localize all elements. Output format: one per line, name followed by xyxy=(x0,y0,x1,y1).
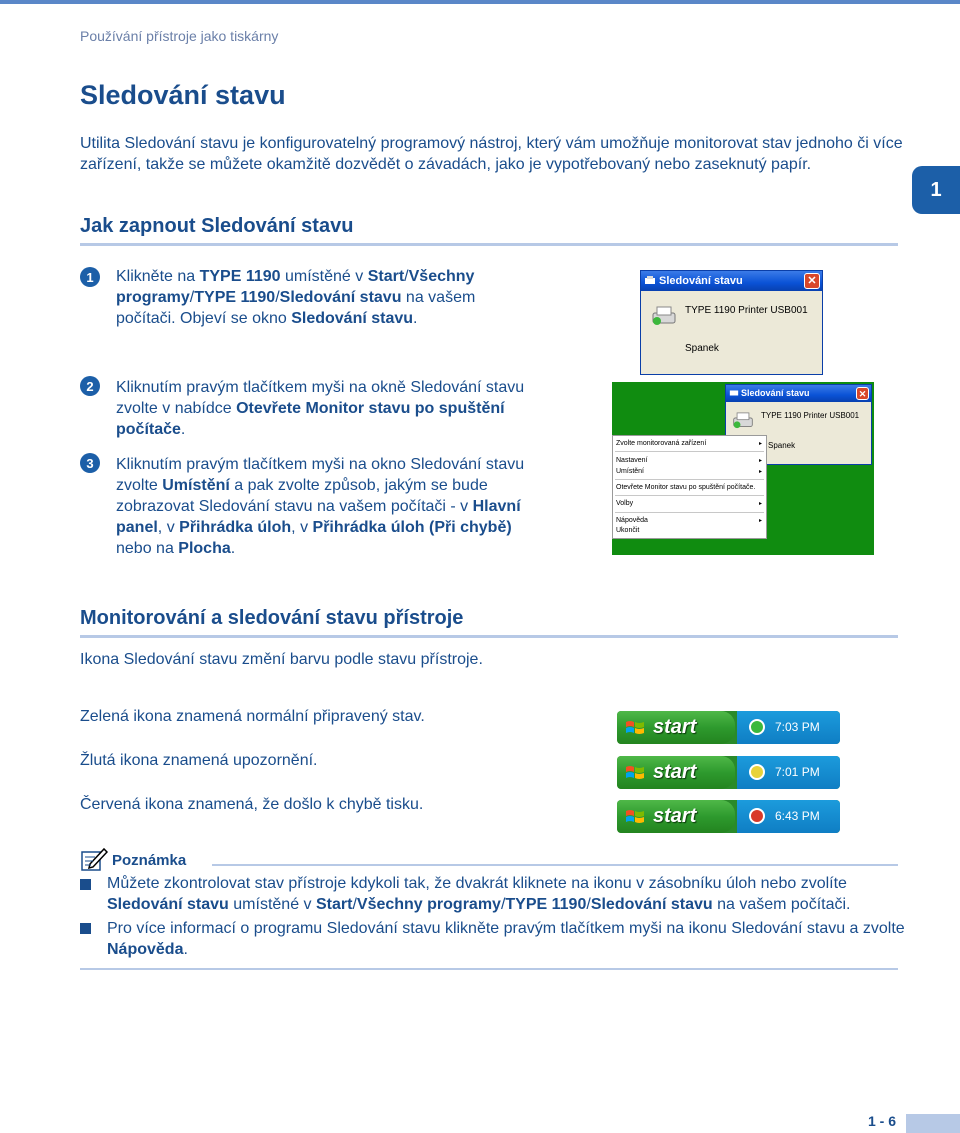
start-button[interactable] xyxy=(617,800,735,833)
status-monitor-tray-icon[interactable] xyxy=(749,764,765,780)
section-heading-monitoring: Monitorování a sledování stavu přístroje xyxy=(80,607,464,629)
step-2-text: Kliknutím pravým tlačítkem myši na okně Sledování stavu zvolte v nabídce Otevřete Monitor stavu po spuštění počítače. xyxy=(116,379,525,438)
start-button[interactable] xyxy=(617,711,735,744)
section-heading-enable: Jak zapnout Sledování stavu xyxy=(80,215,354,237)
intro-paragraph: Utilita Sledování stavu je konfigurovatelný programový nástroj, který vám umožňuje monitorovat stav jednoho či více zařízení, takže se můžete okamžitě dozvědět o závadách, jako je vypotřebovaný nebo zaseknutý papír. xyxy=(80,135,903,173)
tray-clock: 7:03 PM xyxy=(775,720,820,734)
taskbar-screenshot xyxy=(617,800,840,833)
menu-separator xyxy=(615,479,764,480)
window-titlebar xyxy=(726,385,871,402)
status-monitor-tray-icon[interactable] xyxy=(749,719,765,735)
window-title: Sledování stavu xyxy=(741,388,810,398)
taskbar-screenshot xyxy=(617,711,840,744)
menu-item-select-devices[interactable]: Zvolte monitorovaná zařízení xyxy=(616,440,707,447)
start-button[interactable] xyxy=(617,756,735,789)
submenu-arrow-icon: ▸ xyxy=(758,501,762,507)
system-tray xyxy=(737,800,840,833)
tray-clock: 6:43 PM xyxy=(775,809,820,823)
submenu-arrow-icon: ▸ xyxy=(758,518,762,524)
app-icon xyxy=(644,275,656,287)
printer-status: Spanek xyxy=(685,343,719,354)
menu-item-help[interactable]: Nápověda xyxy=(616,517,648,524)
window-titlebar xyxy=(641,271,822,291)
start-label: start xyxy=(653,716,697,738)
windows-flag-icon xyxy=(625,808,645,825)
bullet-square xyxy=(80,923,91,934)
note-bullet-1: Můžete zkontrolovat stav přístroje kdykoli tak, že dvakrát kliknete na ikonu v zásobníku úloh nebo zvolíte Sledování stavu umístěné v Start/Všechny programy/TYPE 1190/Sledování stavu na vašem počítači. xyxy=(107,875,851,913)
taskbar-screenshot xyxy=(617,756,840,789)
status-monitor-tray-icon[interactable] xyxy=(749,808,765,824)
desktop-context-menu-screenshot xyxy=(612,382,874,555)
system-tray xyxy=(737,756,840,789)
step-number-1: 1 xyxy=(80,267,100,287)
app-icon xyxy=(729,388,739,398)
menu-item-exit[interactable]: Ukončit xyxy=(616,527,640,534)
window-title: Sledování stavu xyxy=(659,275,743,287)
step-1-text: Klikněte na TYPE 1190 umístěné v Start/Všechny programy/TYPE 1190/Sledování stavu na vašem počítači. Objeví se okno Sledování stavu. xyxy=(116,268,476,327)
printer-name: TYPE 1190 Printer USB001 xyxy=(685,305,808,316)
page-title: Sledování stavu xyxy=(80,80,286,110)
menu-item-location[interactable]: Umístění xyxy=(616,468,645,475)
monitoring-lead: Ikona Sledování stavu změní barvu podle stavu přístroje. xyxy=(80,651,483,668)
windows-flag-icon xyxy=(625,764,645,781)
start-label: start xyxy=(653,761,697,783)
step-number-2: 2 xyxy=(80,376,100,396)
status-window-screenshot xyxy=(640,270,823,375)
menu-separator xyxy=(615,512,764,513)
note-bullet-2: Pro více informací o programu Sledování stavu klikněte pravým tlačítkem myši na ikonu Sledování stavu a zvolte Nápověda. xyxy=(107,920,905,958)
system-tray xyxy=(737,711,840,744)
section-rule xyxy=(80,243,898,246)
bullet-square xyxy=(80,879,91,890)
yellow-icon-text: Žlutá ikona znamená upozornění. xyxy=(80,752,318,769)
note-title: Poznámka xyxy=(112,852,187,869)
printer-name: TYPE 1190 Printer USB001 xyxy=(761,411,860,420)
printer-icon xyxy=(732,411,754,430)
page-number-bar xyxy=(906,1114,960,1133)
menu-item-open-on-startup[interactable]: Otevřete Monitor stavu po spuštění počítače. xyxy=(616,484,756,491)
page-number: 1 - 6 xyxy=(868,1113,897,1129)
submenu-arrow-icon: ▸ xyxy=(758,441,762,447)
menu-separator xyxy=(615,495,764,496)
submenu-arrow-icon: ▸ xyxy=(758,469,762,475)
green-icon-text: Zelená ikona znamená normální připravený stav. xyxy=(80,708,425,725)
step-number-3: 3 xyxy=(80,453,100,473)
menu-separator xyxy=(615,451,764,452)
menu-item-settings[interactable]: Nastavení xyxy=(616,457,648,464)
menu-item-options[interactable]: Volby xyxy=(616,500,634,507)
printer-status: Spanek xyxy=(768,441,796,450)
step-3-text: Kliknutím pravým tlačítkem myši na okno Sledování stavu zvolte Umístění a pak zvolte způsob, jakým se bude zobrazovat Sledování stavu na vašem počítači - v Hlavní panel, v Přihrádka úloh, v Přihrádka úloh (Při chybě) nebo na Plocha. xyxy=(116,456,525,557)
tray-clock: 7:01 PM xyxy=(775,765,820,779)
note-pencil-icon xyxy=(80,846,108,872)
note-end-rule xyxy=(80,968,898,970)
start-label: start xyxy=(653,805,697,827)
context-menu xyxy=(612,435,767,539)
submenu-arrow-icon: ▸ xyxy=(758,458,762,464)
red-icon-text: Červená ikona znamená, že došlo k chybě tisku. xyxy=(80,796,424,813)
top-rule xyxy=(0,0,960,4)
running-header: Používání přístroje jako tiskárny xyxy=(80,28,279,44)
printer-icon xyxy=(651,305,677,327)
chapter-tab: 1 xyxy=(912,166,960,214)
windows-flag-icon xyxy=(625,719,645,736)
close-icon[interactable]: ✕ xyxy=(804,273,820,289)
section-rule xyxy=(80,635,898,638)
note-rule xyxy=(212,864,898,866)
close-icon[interactable]: ✕ xyxy=(856,387,869,400)
